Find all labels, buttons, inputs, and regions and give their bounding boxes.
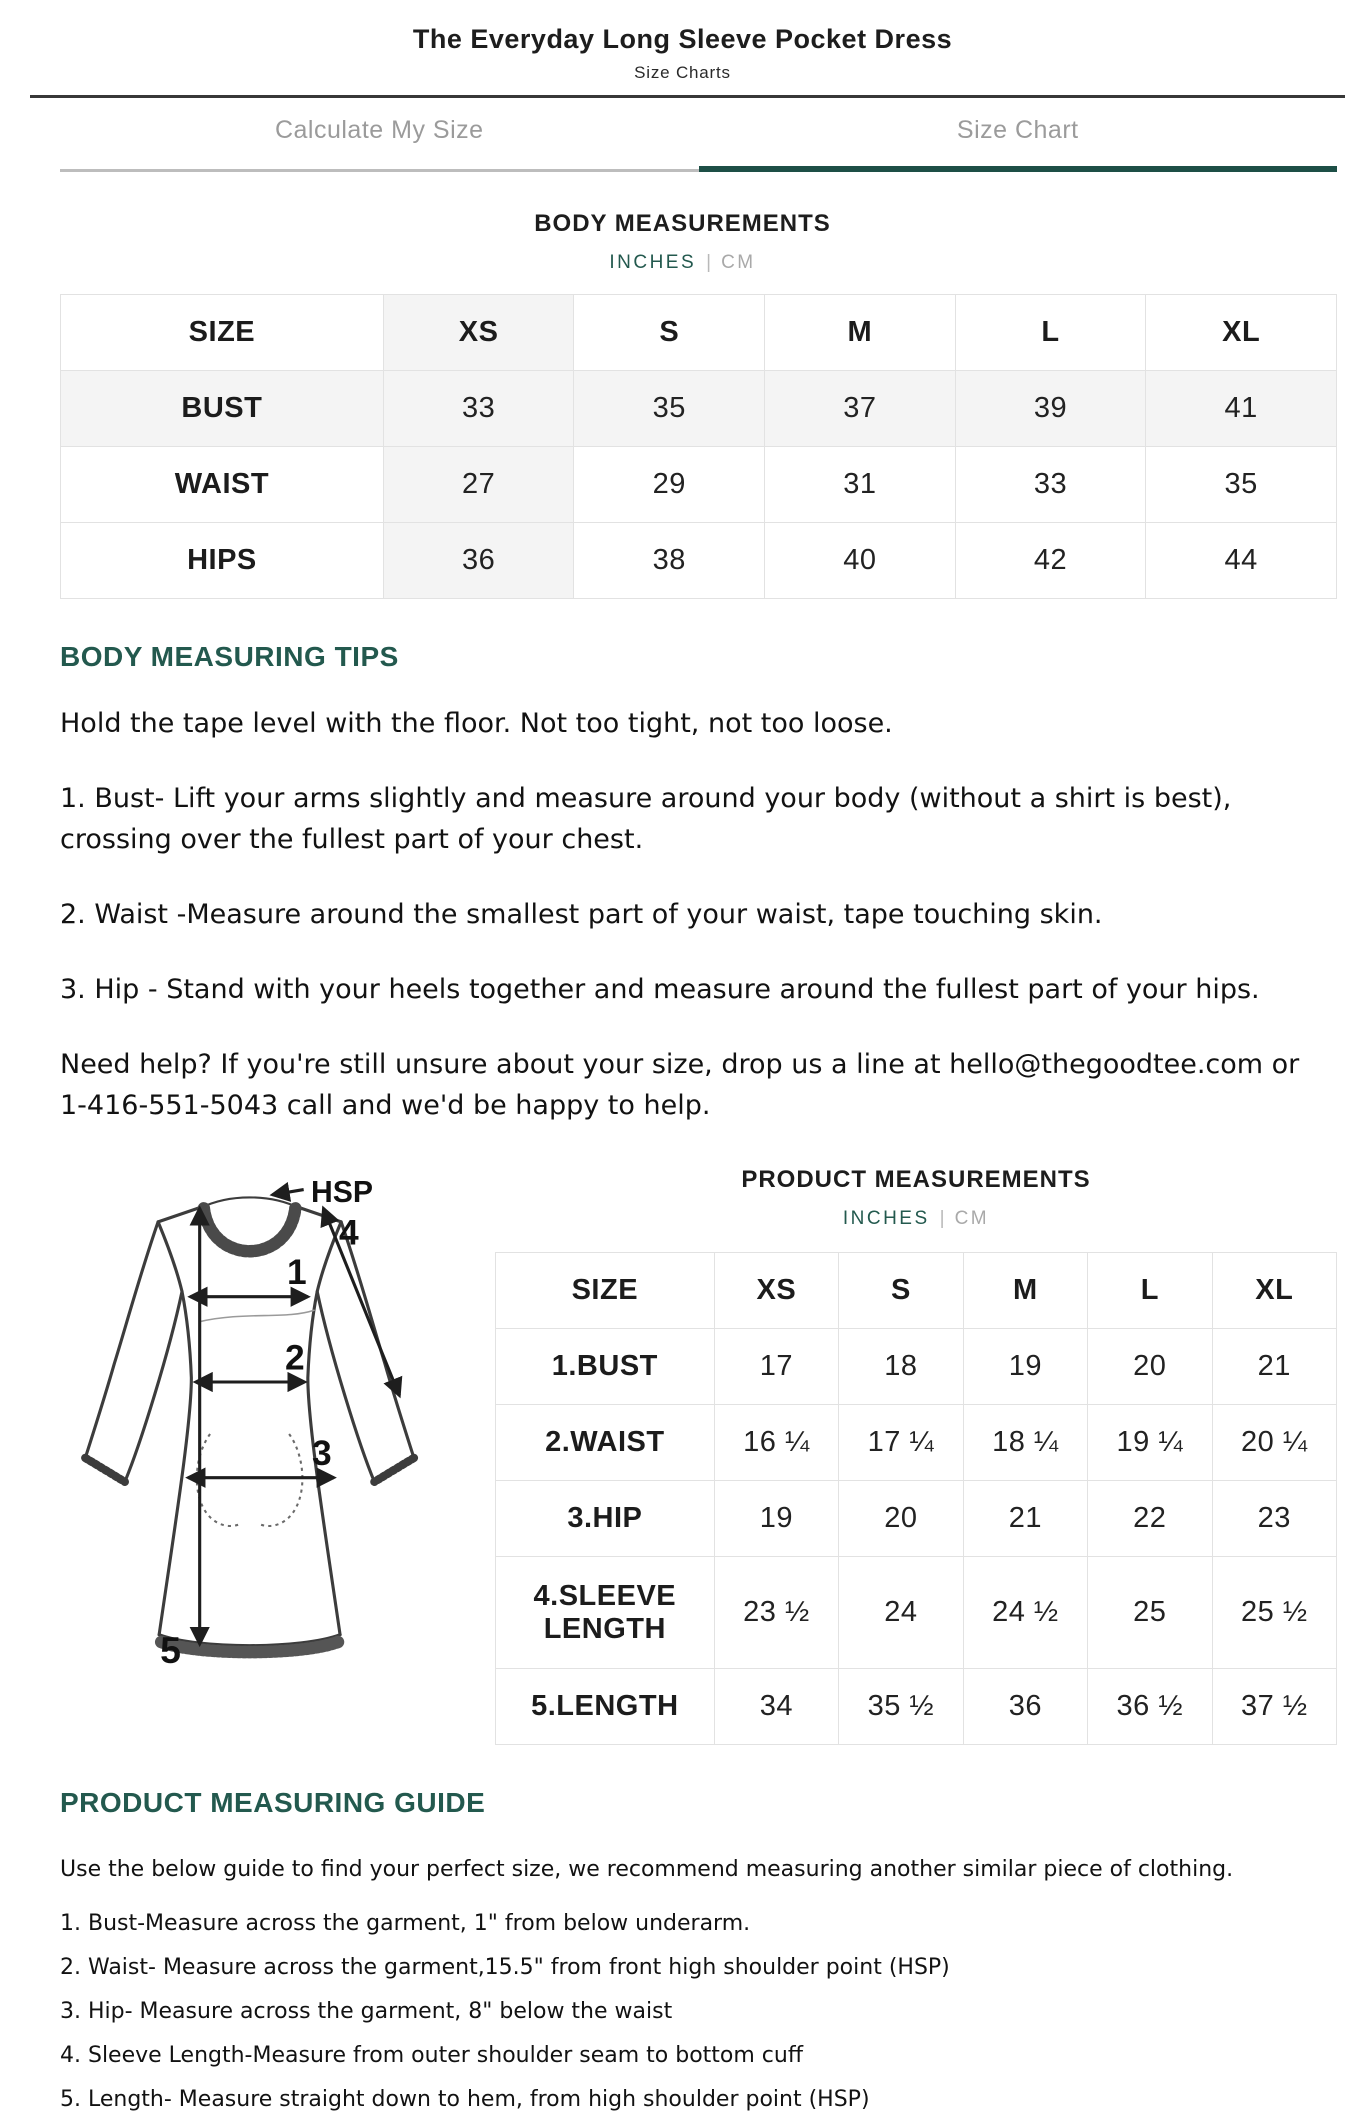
size-table-value-cell: 23 — [1212, 1481, 1336, 1557]
size-table-value-cell: 20 — [839, 1481, 963, 1557]
size-table-value-cell: 19 ¼ — [1088, 1405, 1212, 1481]
product-measurements-section — [40, 1160, 1337, 1745]
measuring-tip-paragraph: Hold the tape level with the floor. Not too tight, not too loose. — [60, 708, 893, 739]
size-table-value-cell: 16 ¼ — [714, 1405, 838, 1481]
size-table-value-cell: 37 ½ — [1212, 1669, 1336, 1745]
size-table-value-cell: 21 — [963, 1481, 1087, 1557]
size-table-value-cell: 23 ½ — [714, 1557, 838, 1669]
size-table-header-cell: S — [574, 295, 765, 371]
product-measurements-title: PRODUCT MEASUREMENTS — [741, 1166, 1091, 1194]
diagram-sleeve-label: 4 — [339, 1213, 359, 1253]
size-table-header-cell: M — [963, 1253, 1087, 1329]
size-table-header-cell: XL — [1146, 295, 1337, 371]
size-table-header-cell: XS — [383, 295, 574, 371]
size-table-row — [496, 1557, 1337, 1669]
size-table-header-cell: XS — [714, 1253, 838, 1329]
units-cm-toggle[interactable]: CM — [954, 1208, 990, 1230]
body-measuring-tips-text — [60, 703, 1325, 1126]
size-table-header-cell: L — [955, 295, 1146, 371]
measuring-tip-paragraph: 3. Hip - Stand with your heels together and measure around the fullest part of your hips. — [60, 974, 1260, 1006]
size-table-value-cell: 34 — [714, 1669, 838, 1745]
size-table-value-cell: 17 ¼ — [839, 1405, 963, 1481]
size-table-value-cell: 35 — [1146, 447, 1337, 523]
size-table-value-cell: 21 — [1212, 1329, 1336, 1405]
size-table-header-cell: S — [839, 1253, 963, 1329]
product-measurements-column — [495, 1160, 1337, 1745]
units-separator: | — [706, 252, 712, 273]
measuring-guide-list — [60, 1902, 1305, 2122]
size-table-value-cell: 35 ½ — [839, 1669, 963, 1745]
size-table-value-cell: 35 — [574, 371, 765, 447]
measuring-tip-paragraph: 2. Waist -Measure around the smallest part of your waist, tape touching skin. — [60, 899, 1103, 931]
size-table-header-cell: SIZE — [61, 295, 384, 371]
size-table-value-cell: 33 — [955, 447, 1146, 523]
size-table-header-cell: L — [1088, 1253, 1212, 1329]
tab-calculate-my-size[interactable]: Calculate My Size — [60, 98, 699, 172]
size-table-header-cell: SIZE — [496, 1253, 715, 1329]
units-cm-toggle[interactable]: CM — [721, 252, 756, 273]
units-inches-toggle[interactable]: INCHES — [609, 252, 697, 273]
size-table-value-cell: 19 — [714, 1481, 838, 1557]
measuring-guide-item: 3. Hip- Measure across the garment, 8" below the waist — [60, 1999, 673, 2025]
measuring-tip-paragraph: Need help? If you're still unsure about your size, drop us a line at hello@thegoodtee.com or 1-416-551-5043 call and we'd be happy to help. — [60, 1049, 1300, 1122]
tab-size-chart[interactable]: Size Chart — [699, 98, 1338, 172]
page-header — [0, 24, 1365, 83]
size-table-row — [61, 523, 1337, 599]
size-table-label-cell: 1.BUST — [496, 1329, 715, 1405]
size-table-row — [496, 1405, 1337, 1481]
size-table-row — [496, 1481, 1337, 1557]
diagram-bust-label: 1 — [287, 1253, 307, 1293]
size-table-value-cell: 25 — [1088, 1557, 1212, 1669]
size-table-value-cell: 33 — [383, 371, 574, 447]
size-table-label-cell: 4.SLEEVE LENGTH — [496, 1557, 715, 1669]
size-table-row — [496, 1669, 1337, 1745]
size-table-value-cell: 36 — [963, 1669, 1087, 1745]
body-measurements-table-wrap — [60, 294, 1337, 599]
size-table-value-cell: 40 — [765, 523, 956, 599]
dress-measurement-diagram-image — [40, 1174, 480, 1694]
product-measurements-table — [495, 1252, 1337, 1745]
body-measurements-table — [60, 294, 1337, 599]
size-table-label-cell: WAIST — [61, 447, 384, 523]
diagram-length-label: 5 — [160, 1629, 181, 1672]
measuring-tip-paragraph: 1. Bust- Lift your arms slightly and measure around your body (without a shirt is best), crossing over the fullest part of your chest. — [60, 783, 1232, 856]
size-table-value-cell: 42 — [955, 523, 1146, 599]
size-table-header-row — [496, 1253, 1337, 1329]
size-table-header-cell: XL — [1212, 1253, 1336, 1329]
size-table-value-cell: 20 — [1088, 1329, 1212, 1405]
size-table-label-cell: HIPS — [61, 523, 384, 599]
measuring-guide-item: 4. Sleeve Length-Measure from outer shoulder seam to bottom cuff — [60, 2043, 803, 2069]
size-table-value-cell: 44 — [1146, 523, 1337, 599]
page-subtitle: Size Charts — [634, 63, 731, 82]
size-table-value-cell: 36 ½ — [1088, 1669, 1212, 1745]
size-table-value-cell: 20 ¼ — [1212, 1405, 1336, 1481]
body-measuring-tips-heading: BODY MEASURING TIPS — [60, 641, 399, 672]
units-separator: | — [939, 1208, 945, 1230]
product-units-toggle — [495, 1208, 1337, 1230]
size-table-header-row — [61, 295, 1337, 371]
diagram-hsp-label: HSP — [310, 1176, 373, 1210]
diagram-hip-label: 3 — [312, 1434, 332, 1474]
size-table-value-cell: 24 ½ — [963, 1557, 1087, 1669]
measuring-guide-item: 1. Bust-Measure across the garment, 1" from below underarm. — [60, 1911, 751, 1937]
size-table-header-cell: M — [765, 295, 956, 371]
pocket-outlines — [197, 1434, 303, 1526]
size-table-row — [61, 371, 1337, 447]
size-table-value-cell: 18 ¼ — [963, 1405, 1087, 1481]
units-inches-toggle[interactable]: INCHES — [842, 1208, 930, 1230]
dress-diagram-column — [40, 1160, 495, 1745]
size-table-value-cell: 41 — [1146, 371, 1337, 447]
size-table-value-cell: 38 — [574, 523, 765, 599]
size-table-value-cell: 19 — [963, 1329, 1087, 1405]
body-measurements-title: BODY MEASUREMENTS — [534, 210, 831, 237]
dress-outline — [85, 1198, 414, 1653]
size-table-value-cell: 18 — [839, 1329, 963, 1405]
size-table-label-cell: 5.LENGTH — [496, 1669, 715, 1745]
page-title: The Everyday Long Sleeve Pocket Dress — [412, 24, 953, 54]
size-table-value-cell: 36 — [383, 523, 574, 599]
size-table-value-cell: 31 — [765, 447, 956, 523]
measuring-guide-item: 5. Length- Measure straight down to hem, from high shoulder point (HSP) — [60, 2087, 870, 2113]
size-table-label-cell: 3.HIP — [496, 1481, 715, 1557]
product-measuring-guide-heading: PRODUCT MEASURING GUIDE — [60, 1787, 486, 1819]
size-table-label-cell: 2.WAIST — [496, 1405, 715, 1481]
diagram-waist-label: 2 — [284, 1338, 305, 1378]
size-table-row — [61, 447, 1337, 523]
size-table-value-cell: 25 ½ — [1212, 1557, 1336, 1669]
body-units-toggle — [0, 252, 1365, 274]
size-table-value-cell: 37 — [765, 371, 956, 447]
measuring-guide-item: 2. Waist- Measure across the garment,15.5" from front high shoulder point (HSP) — [60, 1955, 950, 1981]
size-table-label-cell: BUST — [61, 371, 384, 447]
tab-bar — [60, 98, 1337, 172]
size-table-row — [496, 1329, 1337, 1405]
size-table-value-cell: 29 — [574, 447, 765, 523]
size-table-value-cell: 22 — [1088, 1481, 1212, 1557]
measuring-guide-intro: Use the below guide to find your perfect size, we recommend measuring another similar piece of clothing. — [60, 1857, 1234, 1883]
size-table-value-cell: 24 — [839, 1557, 963, 1669]
size-table-value-cell: 17 — [714, 1329, 838, 1405]
size-table-value-cell: 27 — [383, 447, 574, 523]
size-table-value-cell: 39 — [955, 371, 1146, 447]
